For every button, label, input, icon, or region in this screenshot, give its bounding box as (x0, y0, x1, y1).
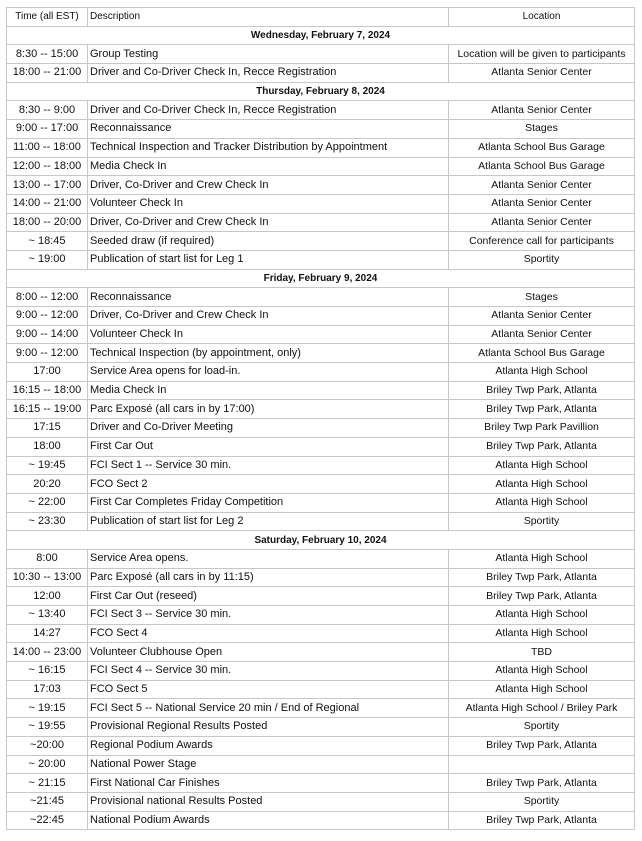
description-cell: Service Area opens. (88, 549, 449, 568)
location-cell: Atlanta High School / Briley Park (449, 699, 635, 718)
location-cell: Atlanta Senior Center (449, 325, 635, 344)
description-cell: Driver and Co-Driver Meeting (88, 419, 449, 438)
table-row (7, 624, 635, 643)
time-cell: 16:15 -- 18:00 (7, 381, 88, 400)
table-row (7, 774, 635, 793)
location-cell: Stages (449, 288, 635, 307)
description-cell: First Car Out (88, 437, 449, 456)
description-cell: Reconnaissance (88, 120, 449, 139)
location-cell: Atlanta Senior Center (449, 213, 635, 232)
table-row (7, 456, 635, 475)
location-cell: Atlanta Senior Center (449, 101, 635, 120)
description-cell: Reconnaissance (88, 288, 449, 307)
table-row (7, 157, 635, 176)
description-cell: Regional Podium Awards (88, 736, 449, 755)
time-cell: 17:03 (7, 680, 88, 699)
description-cell: FCI Sect 4 -- Service 30 min. (88, 662, 449, 681)
description-cell: FCI Sect 3 -- Service 30 min. (88, 606, 449, 625)
time-cell: 20:20 (7, 475, 88, 494)
description-cell: Parc Exposé (all cars in by 11:15) (88, 568, 449, 587)
time-cell: 11:00 -- 18:00 (7, 138, 88, 157)
table-row (7, 325, 635, 344)
table-row (7, 493, 635, 512)
header-location: Location (449, 8, 635, 27)
time-cell: ~ 20:00 (7, 755, 88, 774)
day-header-row (7, 26, 635, 45)
time-cell: 8:30 -- 9:00 (7, 101, 88, 120)
table-row (7, 606, 635, 625)
schedule-body (7, 26, 635, 830)
time-cell: 18:00 -- 20:00 (7, 213, 88, 232)
table-row (7, 475, 635, 494)
description-cell: Volunteer Check In (88, 325, 449, 344)
time-cell: ~ 22:00 (7, 493, 88, 512)
location-cell: Briley Twp Park, Atlanta (449, 736, 635, 755)
description-cell: First Car Completes Friday Competition (88, 493, 449, 512)
location-cell: Briley Twp Park, Atlanta (449, 811, 635, 830)
schedule-sheet (6, 7, 634, 830)
table-row (7, 662, 635, 681)
time-cell: 14:27 (7, 624, 88, 643)
description-cell: Service Area opens for load-in. (88, 363, 449, 382)
time-cell: 8:00 (7, 549, 88, 568)
location-cell: Stages (449, 120, 635, 139)
table-row (7, 699, 635, 718)
location-cell: Conference call for participants (449, 232, 635, 251)
location-cell: Atlanta Senior Center (449, 194, 635, 213)
location-cell: Atlanta High School (449, 363, 635, 382)
description-cell: First National Car Finishes (88, 774, 449, 793)
time-cell: 12:00 (7, 587, 88, 606)
time-cell: ~21:45 (7, 792, 88, 811)
table-row (7, 549, 635, 568)
description-cell: Driver and Co-Driver Check In, Recce Registration (88, 101, 449, 120)
table-row (7, 792, 635, 811)
description-cell: FCI Sect 1 -- Service 30 min. (88, 456, 449, 475)
location-cell: Sportity (449, 718, 635, 737)
time-cell: ~20:00 (7, 736, 88, 755)
location-cell: Atlanta Senior Center (449, 64, 635, 83)
table-row (7, 101, 635, 120)
location-cell: Briley Twp Park, Atlanta (449, 437, 635, 456)
description-cell: Publication of start list for Leg 2 (88, 512, 449, 531)
location-cell: Briley Twp Park, Atlanta (449, 400, 635, 419)
description-cell: Driver and Co-Driver Check In, Recce Registration (88, 64, 449, 83)
time-cell: ~ 21:15 (7, 774, 88, 793)
time-cell: 17:00 (7, 363, 88, 382)
table-row (7, 194, 635, 213)
day-title: Thursday, February 8, 2024 (7, 82, 635, 101)
time-cell: 13:00 -- 17:00 (7, 176, 88, 195)
time-cell: 9:00 -- 14:00 (7, 325, 88, 344)
location-cell: Sportity (449, 512, 635, 531)
time-cell: ~ 19:15 (7, 699, 88, 718)
time-cell: 8:30 -- 15:00 (7, 45, 88, 64)
table-row (7, 213, 635, 232)
time-cell: ~ 19:45 (7, 456, 88, 475)
description-cell: National Podium Awards (88, 811, 449, 830)
location-cell: Briley Twp Park, Atlanta (449, 568, 635, 587)
location-cell: Atlanta School Bus Garage (449, 138, 635, 157)
time-cell: ~22:45 (7, 811, 88, 830)
description-cell: Parc Exposé (all cars in by 17:00) (88, 400, 449, 419)
location-cell: Atlanta School Bus Garage (449, 157, 635, 176)
location-cell: Briley Twp Park, Atlanta (449, 587, 635, 606)
location-cell: Atlanta Senior Center (449, 307, 635, 326)
table-row (7, 120, 635, 139)
table-row (7, 232, 635, 251)
schedule-table (6, 7, 635, 830)
time-cell: 9:00 -- 12:00 (7, 307, 88, 326)
table-row (7, 718, 635, 737)
description-cell: Media Check In (88, 381, 449, 400)
description-cell: Driver, Co-Driver and Crew Check In (88, 213, 449, 232)
time-cell: ~ 19:00 (7, 250, 88, 269)
time-cell: 9:00 -- 17:00 (7, 120, 88, 139)
table-row (7, 138, 635, 157)
location-cell: Atlanta School Bus Garage (449, 344, 635, 363)
description-cell: Volunteer Check In (88, 194, 449, 213)
description-cell: Publication of start list for Leg 1 (88, 250, 449, 269)
location-cell: Sportity (449, 250, 635, 269)
description-cell: Technical Inspection (by appointment, only) (88, 344, 449, 363)
time-cell: 16:15 -- 19:00 (7, 400, 88, 419)
location-cell (449, 755, 635, 774)
description-cell: First Car Out (reseed) (88, 587, 449, 606)
time-cell: ~ 23:30 (7, 512, 88, 531)
table-row (7, 344, 635, 363)
description-cell: Volunteer Clubhouse Open (88, 643, 449, 662)
time-cell: ~ 16:15 (7, 662, 88, 681)
table-row (7, 250, 635, 269)
location-cell: Atlanta High School (449, 624, 635, 643)
table-row (7, 381, 635, 400)
location-cell: Atlanta High School (449, 493, 635, 512)
location-cell: Atlanta High School (449, 475, 635, 494)
location-cell: Atlanta High School (449, 549, 635, 568)
time-cell: 8:00 -- 12:00 (7, 288, 88, 307)
description-cell: Group Testing (88, 45, 449, 64)
location-cell: Sportity (449, 792, 635, 811)
time-cell: 18:00 -- 21:00 (7, 64, 88, 83)
day-header-row (7, 269, 635, 288)
time-cell: 12:00 -- 18:00 (7, 157, 88, 176)
description-cell: FCO Sect 5 (88, 680, 449, 699)
table-row (7, 64, 635, 83)
table-row (7, 307, 635, 326)
location-cell: Atlanta High School (449, 680, 635, 699)
description-cell: Seeded draw (if required) (88, 232, 449, 251)
header-row (7, 8, 635, 27)
location-cell: Atlanta High School (449, 662, 635, 681)
table-row (7, 400, 635, 419)
day-header-row (7, 82, 635, 101)
description-cell: Technical Inspection and Tracker Distribution by Appointment (88, 138, 449, 157)
description-cell: Media Check In (88, 157, 449, 176)
day-title: Wednesday, February 7, 2024 (7, 26, 635, 45)
time-cell: 14:00 -- 21:00 (7, 194, 88, 213)
table-row (7, 680, 635, 699)
time-cell: ~ 18:45 (7, 232, 88, 251)
time-cell: 10:30 -- 13:00 (7, 568, 88, 587)
location-cell: Atlanta High School (449, 606, 635, 625)
location-cell: Briley Twp Park, Atlanta (449, 381, 635, 400)
description-cell: FCO Sect 4 (88, 624, 449, 643)
location-cell: Briley Twp Park, Atlanta (449, 774, 635, 793)
table-row (7, 568, 635, 587)
table-row (7, 288, 635, 307)
table-row (7, 755, 635, 774)
header-time: Time (all EST) (7, 8, 88, 27)
location-cell: Atlanta High School (449, 456, 635, 475)
table-row (7, 363, 635, 382)
description-cell: Provisional Regional Results Posted (88, 718, 449, 737)
location-cell: Atlanta Senior Center (449, 176, 635, 195)
table-row (7, 587, 635, 606)
description-cell: Driver, Co-Driver and Crew Check In (88, 307, 449, 326)
table-row (7, 176, 635, 195)
time-cell: ~ 13:40 (7, 606, 88, 625)
location-cell: Briley Twp Park Pavillion (449, 419, 635, 438)
time-cell: 9:00 -- 12:00 (7, 344, 88, 363)
time-cell: 18:00 (7, 437, 88, 456)
time-cell: 14:00 -- 23:00 (7, 643, 88, 662)
day-title: Saturday, February 10, 2024 (7, 531, 635, 550)
description-cell: Provisional national Results Posted (88, 792, 449, 811)
table-row (7, 419, 635, 438)
day-title: Friday, February 9, 2024 (7, 269, 635, 288)
header-description: Description (88, 8, 449, 27)
day-header-row (7, 531, 635, 550)
table-row (7, 512, 635, 531)
time-cell: 17:15 (7, 419, 88, 438)
table-row (7, 811, 635, 830)
table-row (7, 45, 635, 64)
description-cell: National Power Stage (88, 755, 449, 774)
location-cell: Location will be given to participants (449, 45, 635, 64)
table-row (7, 437, 635, 456)
description-cell: Driver, Co-Driver and Crew Check In (88, 176, 449, 195)
table-row (7, 736, 635, 755)
time-cell: ~ 19:55 (7, 718, 88, 737)
table-row (7, 643, 635, 662)
description-cell: FCI Sect 5 -- National Service 20 min / End of Regional (88, 699, 449, 718)
description-cell: FCO Sect 2 (88, 475, 449, 494)
location-cell: TBD (449, 643, 635, 662)
